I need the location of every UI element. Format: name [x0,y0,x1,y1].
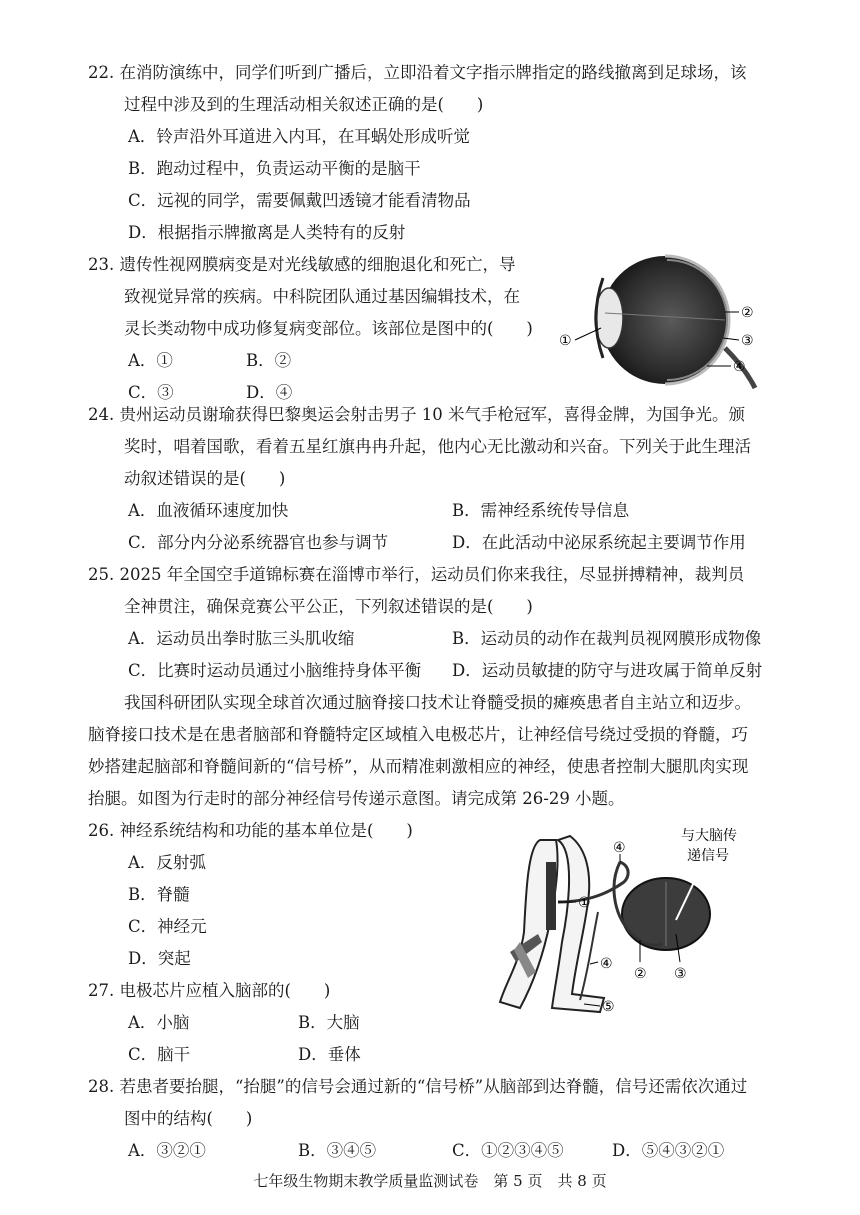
q22-stem-line2: 过程中涉及到的生理活动相关叙述正确的是( ) [124,95,484,114]
q24-stem-line2: 奖时，唱着国歌，看着五星红旗冉冉升起，他内心无比激动和兴奋。下列关于此生理活 [124,437,751,456]
q26-option-d: D．突起 [128,949,191,968]
eye-label-3: ③ [741,333,754,349]
nerve-label-2: ② [634,966,647,982]
passage-line3: 妙搭建起脑部和脊髓间新的“信号桥”，从而精准刺激相应的神经，使患者控制大腿肌肉实现 [88,757,749,776]
q23-stem-line3: 灵长类动物中成功修复病变部位。该部位是图中的( ) [124,319,533,338]
q27-stem: 27. 电极芯片应植入脑部的( ) [88,981,331,1000]
q25-stem-line2: 全神贯注，确保竞赛公平公正，下列叙述错误的是( ) [124,597,533,616]
fig-caption-line1: 与大脑传 [681,828,737,844]
passage-line1: 我国科研团队实现全球首次通过脑脊接口技术让脊髓受损的瘫痪患者自主站立和迈步。 [124,693,751,712]
fig-caption-line2: 递信号 [687,848,729,864]
q28-option-a: A．③②① [128,1141,206,1160]
thigh-muscle [546,862,556,930]
q22-option-c: C．远视的同学，需要佩戴凹透镜才能看清物品 [128,191,471,210]
q22-option-d: D．根据指示牌撤离是人类特有的反射 [128,223,406,242]
nerve-label-5: ⑤ [602,999,615,1015]
q24-option-a: A．血液循环速度加快 [128,501,289,520]
q27-option-b: B．大脑 [298,1013,360,1032]
q24-stem-line3: 动叙述错误的是( ) [124,469,286,488]
eye-label-2: ② [741,305,754,321]
nerve-label-1: ① [578,895,591,911]
q28-option-c: C．①②③④⑤ [452,1141,564,1160]
q23-option-b: B．② [246,351,292,370]
q27-option-d: D．垂体 [298,1045,361,1064]
page-footer: 七年级生物期末教学质量监测试卷 第 5 页 共 8 页 [253,1172,607,1190]
q28-option-b: B．③④⑤ [298,1141,377,1160]
q23-option-c: C．③ [128,383,174,402]
q25-option-d: D．运动员敏捷的防守与进攻属于简单反射 [452,661,763,680]
q27-option-c: C．脑干 [128,1045,191,1064]
nerve-signal-diagram [480,822,780,1022]
passage-line2: 脑脊接口技术是在患者脑部和脊髓特定区域植入电极芯片，让神经信号绕过受损的脊髓，巧 [88,725,748,744]
q22-stem-line1: 22. 在消防演练中，同学们听到广播后，立即沿着文字指示牌指定的路线撤离到足球场，该 [88,63,747,82]
q24-stem-line1: 24. 贵州运动员谢瑜获得巴黎奥运会射击男子 10 米气手枪冠军，喜得金牌，为国争光。颁 [88,405,745,424]
q24-option-d: D．在此活动中泌尿系统起主要调节作用 [452,533,746,552]
nerve-label-4-lower: ④ [600,956,613,972]
q24-option-b: B．需神经系统传导信息 [452,501,630,520]
q27-option-a: A．小脑 [128,1013,190,1032]
q22-option-b: B．跑动过程中，负责运动平衡的是脑干 [128,159,421,178]
passage-line4: 抬腿。如图为行走时的部分神经信号传递示意图。请完成第 26-29 小题。 [88,789,625,808]
q28-stem-line2: 图中的结构( ) [124,1109,253,1128]
q26-option-c: C．神经元 [128,917,207,936]
q23-stem-line1: 23. 遗传性视网膜病变是对光线敏感的细胞退化和死亡，导 [88,255,516,274]
q25-option-a: A．运动员出拳时肱三头肌收缩 [128,629,355,648]
q22-option-a: A．铃声沿外耳道进入内耳，在耳蜗处形成听觉 [128,127,470,146]
q25-stem-line1: 25. 2025 年全国空手道锦标赛在淄博市举行，运动员们你来我往，尽显拼搏精神，裁判员 [88,565,745,584]
q25-option-c: C．比赛时运动员通过小脑维持身体平衡 [128,661,422,680]
q23-option-a: A．① [128,351,173,370]
q23-option-d: D．④ [246,383,293,402]
q26-option-b: B．脊髓 [128,885,190,904]
q24-option-c: C．部分内分泌系统器官也参与调节 [128,533,389,552]
q26-stem: 26. 神经系统结构和功能的基本单位是( ) [88,821,413,840]
nerve-label-4-top: ④ [613,840,626,856]
q23-stem-line2: 致视觉异常的疾病。中科院团队通过基因编辑技术，在 [124,287,520,306]
q25-option-b: B．运动员的动作在裁判员视网膜形成物像 [452,629,762,648]
eye-label-1: ① [559,333,572,349]
q28-stem-line1: 28. 若患者要抬腿，“抬腿”的信号会通过新的“信号桥”从脑部到达脊髓，信号还需依次通过 [88,1077,748,1096]
q26-option-a: A．反射弧 [128,853,206,872]
eye-label-4: ④ [733,359,746,375]
eyeball-diagram [545,248,765,398]
q28-option-d: D．⑤④③②① [612,1141,725,1160]
nerve-label-3: ③ [674,966,687,982]
